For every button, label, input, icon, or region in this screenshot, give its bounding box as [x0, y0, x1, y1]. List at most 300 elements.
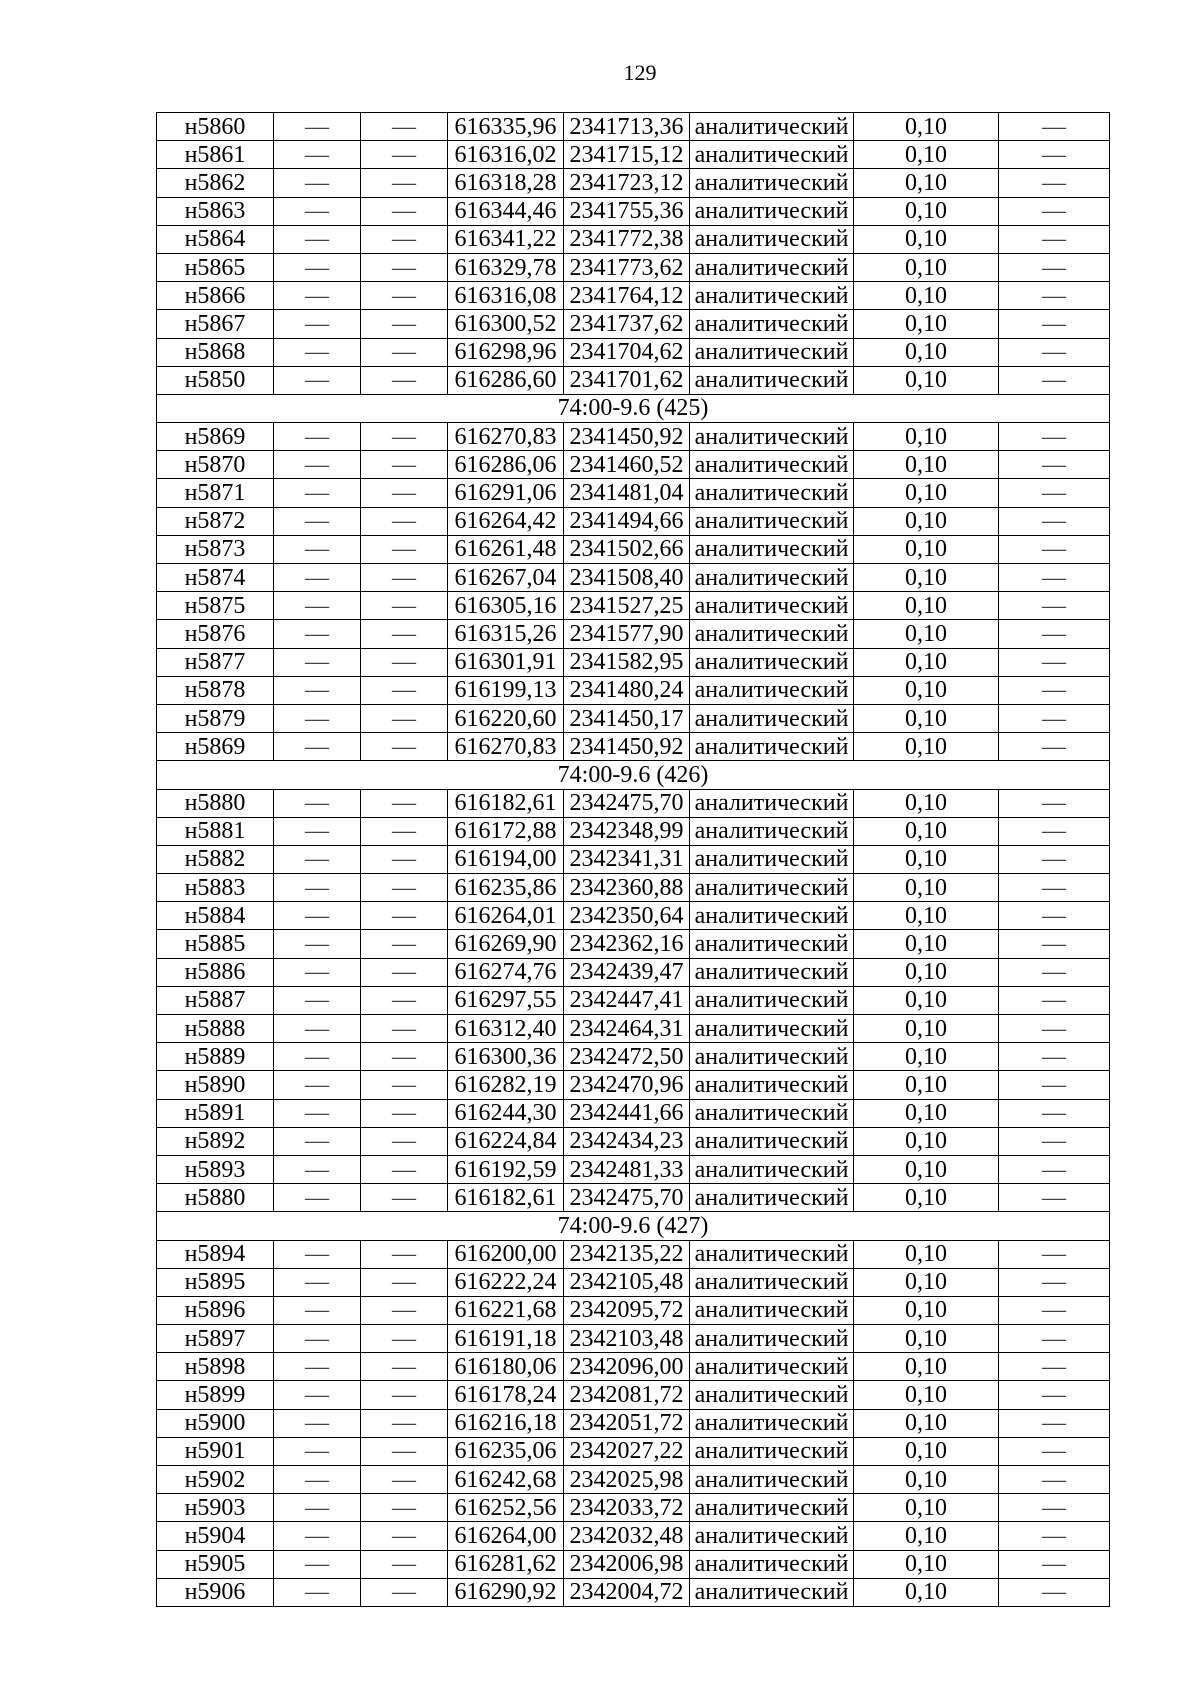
empty-value-cell: — [999, 1437, 1110, 1465]
point-name-cell: н5888 [157, 1015, 274, 1043]
x-coordinate-cell: 616199,13 [448, 676, 564, 704]
empty-value-cell: — [274, 338, 361, 366]
x-coordinate-cell: 616222,24 [448, 1268, 564, 1296]
point-name-cell: н5901 [157, 1437, 274, 1465]
y-coordinate-cell: 2342341,31 [564, 845, 690, 873]
empty-value-cell: — [274, 817, 361, 845]
y-coordinate-cell: 2341723,12 [564, 169, 690, 197]
empty-value-cell: — [361, 1099, 448, 1127]
y-coordinate-cell: 2342105,48 [564, 1268, 690, 1296]
empty-value-cell: — [999, 253, 1110, 281]
point-name-cell: н5879 [157, 704, 274, 732]
empty-value-cell: — [999, 451, 1110, 479]
method-cell: аналитический [690, 1099, 854, 1127]
accuracy-cell: 0,10 [854, 1296, 999, 1324]
empty-value-cell: — [999, 1184, 1110, 1212]
accuracy-cell: 0,10 [854, 1015, 999, 1043]
point-name-cell: н5882 [157, 845, 274, 873]
accuracy-cell: 0,10 [854, 1522, 999, 1550]
empty-value-cell: — [274, 1071, 361, 1099]
method-cell: аналитический [690, 817, 854, 845]
empty-value-cell: — [361, 1550, 448, 1578]
empty-value-cell: — [274, 902, 361, 930]
empty-value-cell: — [361, 1437, 448, 1465]
method-cell: аналитический [690, 113, 854, 141]
section-header-row [157, 761, 1110, 789]
method-cell: аналитический [690, 1466, 854, 1494]
point-name-cell: н5868 [157, 338, 274, 366]
empty-value-cell: — [361, 564, 448, 592]
accuracy-cell: 0,10 [854, 366, 999, 394]
x-coordinate-cell: 616335,96 [448, 113, 564, 141]
empty-value-cell: — [274, 1325, 361, 1353]
empty-value-cell: — [274, 930, 361, 958]
table-row [157, 1353, 1110, 1381]
empty-value-cell: — [361, 592, 448, 620]
x-coordinate-cell: 616200,00 [448, 1240, 564, 1268]
empty-value-cell: — [274, 676, 361, 704]
y-coordinate-cell: 2342027,22 [564, 1437, 690, 1465]
accuracy-cell: 0,10 [854, 1578, 999, 1606]
x-coordinate-cell: 616341,22 [448, 225, 564, 253]
empty-value-cell: — [274, 197, 361, 225]
empty-value-cell: — [999, 733, 1110, 761]
y-coordinate-cell: 2342004,72 [564, 1578, 690, 1606]
x-coordinate-cell: 616315,26 [448, 620, 564, 648]
empty-value-cell: — [999, 789, 1110, 817]
point-name-cell: н5861 [157, 141, 274, 169]
empty-value-cell: — [361, 310, 448, 338]
y-coordinate-cell: 2341508,40 [564, 564, 690, 592]
method-cell: аналитический [690, 1550, 854, 1578]
table-row [157, 451, 1110, 479]
x-coordinate-cell: 616318,28 [448, 169, 564, 197]
x-coordinate-cell: 616344,46 [448, 197, 564, 225]
method-cell: аналитический [690, 874, 854, 902]
y-coordinate-cell: 2342447,41 [564, 986, 690, 1014]
empty-value-cell: — [999, 310, 1110, 338]
x-coordinate-cell: 616216,18 [448, 1409, 564, 1437]
y-coordinate-cell: 2342350,64 [564, 902, 690, 930]
accuracy-cell: 0,10 [854, 113, 999, 141]
empty-value-cell: — [274, 1353, 361, 1381]
accuracy-cell: 0,10 [854, 451, 999, 479]
empty-value-cell: — [999, 1127, 1110, 1155]
y-coordinate-cell: 2342472,50 [564, 1043, 690, 1071]
empty-value-cell: — [274, 1381, 361, 1409]
x-coordinate-cell: 616274,76 [448, 958, 564, 986]
y-coordinate-cell: 2341450,92 [564, 423, 690, 451]
method-cell: аналитический [690, 1353, 854, 1381]
empty-value-cell: — [274, 535, 361, 563]
empty-value-cell: — [999, 1522, 1110, 1550]
section-header-cell: 74:00-9.6 (426) [157, 761, 1110, 789]
x-coordinate-cell: 616182,61 [448, 1184, 564, 1212]
empty-value-cell: — [274, 113, 361, 141]
empty-value-cell: — [999, 1099, 1110, 1127]
accuracy-cell: 0,10 [854, 704, 999, 732]
empty-value-cell: — [361, 282, 448, 310]
empty-value-cell: — [999, 338, 1110, 366]
x-coordinate-cell: 616264,01 [448, 902, 564, 930]
accuracy-cell: 0,10 [854, 479, 999, 507]
empty-value-cell: — [361, 620, 448, 648]
x-coordinate-cell: 616298,96 [448, 338, 564, 366]
point-name-cell: н5876 [157, 620, 274, 648]
y-coordinate-cell: 2341715,12 [564, 141, 690, 169]
accuracy-cell: 0,10 [854, 423, 999, 451]
empty-value-cell: — [274, 1296, 361, 1324]
y-coordinate-cell: 2342025,98 [564, 1466, 690, 1494]
empty-value-cell: — [999, 1409, 1110, 1437]
table-row [157, 817, 1110, 845]
page-number: 129 [623, 60, 657, 85]
empty-value-cell: — [999, 113, 1110, 141]
accuracy-cell: 0,10 [854, 310, 999, 338]
table-row [157, 1578, 1110, 1606]
table-row [157, 1409, 1110, 1437]
accuracy-cell: 0,10 [854, 1184, 999, 1212]
accuracy-cell: 0,10 [854, 253, 999, 281]
empty-value-cell: — [274, 366, 361, 394]
table-row [157, 1015, 1110, 1043]
accuracy-cell: 0,10 [854, 1325, 999, 1353]
method-cell: аналитический [690, 704, 854, 732]
table-row [157, 986, 1110, 1014]
empty-value-cell: — [274, 479, 361, 507]
table-row [157, 1071, 1110, 1099]
point-name-cell: н5867 [157, 310, 274, 338]
x-coordinate-cell: 616220,60 [448, 704, 564, 732]
empty-value-cell: — [274, 1043, 361, 1071]
empty-value-cell: — [361, 479, 448, 507]
table-row [157, 479, 1110, 507]
empty-value-cell: — [274, 282, 361, 310]
table-row [157, 1494, 1110, 1522]
method-cell: аналитический [690, 141, 854, 169]
table-row [157, 1127, 1110, 1155]
point-name-cell: н5863 [157, 197, 274, 225]
method-cell: аналитический [690, 902, 854, 930]
table-row [157, 1437, 1110, 1465]
x-coordinate-cell: 616221,68 [448, 1296, 564, 1324]
y-coordinate-cell: 2341494,66 [564, 507, 690, 535]
empty-value-cell: — [999, 902, 1110, 930]
accuracy-cell: 0,10 [854, 1043, 999, 1071]
empty-value-cell: — [361, 958, 448, 986]
empty-value-cell: — [361, 986, 448, 1014]
empty-value-cell: — [999, 930, 1110, 958]
empty-value-cell: — [999, 1578, 1110, 1606]
x-coordinate-cell: 616178,24 [448, 1381, 564, 1409]
empty-value-cell: — [361, 930, 448, 958]
empty-value-cell: — [361, 704, 448, 732]
y-coordinate-cell: 2341450,17 [564, 704, 690, 732]
y-coordinate-cell: 2341527,25 [564, 592, 690, 620]
empty-value-cell: — [361, 1409, 448, 1437]
y-coordinate-cell: 2342470,96 [564, 1071, 690, 1099]
empty-value-cell: — [361, 1325, 448, 1353]
section-header-row [157, 1212, 1110, 1240]
empty-value-cell: — [274, 1409, 361, 1437]
x-coordinate-cell: 616192,59 [448, 1155, 564, 1183]
method-cell: аналитический [690, 1184, 854, 1212]
y-coordinate-cell: 2342434,23 [564, 1127, 690, 1155]
empty-value-cell: — [999, 1268, 1110, 1296]
point-name-cell: н5905 [157, 1550, 274, 1578]
point-name-cell: н5869 [157, 423, 274, 451]
y-coordinate-cell: 2342006,98 [564, 1550, 690, 1578]
x-coordinate-cell: 616182,61 [448, 789, 564, 817]
x-coordinate-cell: 616172,88 [448, 817, 564, 845]
empty-value-cell: — [274, 1466, 361, 1494]
empty-value-cell: — [274, 1437, 361, 1465]
x-coordinate-cell: 616264,42 [448, 507, 564, 535]
x-coordinate-cell: 616290,92 [448, 1578, 564, 1606]
accuracy-cell: 0,10 [854, 507, 999, 535]
empty-value-cell: — [999, 1015, 1110, 1043]
method-cell: аналитический [690, 169, 854, 197]
method-cell: аналитический [690, 930, 854, 958]
empty-value-cell: — [361, 1578, 448, 1606]
table-row [157, 676, 1110, 704]
accuracy-cell: 0,10 [854, 1437, 999, 1465]
x-coordinate-cell: 616264,00 [448, 1522, 564, 1550]
empty-value-cell: — [999, 1325, 1110, 1353]
empty-value-cell: — [361, 648, 448, 676]
method-cell: аналитический [690, 620, 854, 648]
y-coordinate-cell: 2342481,33 [564, 1155, 690, 1183]
point-name-cell: н5881 [157, 817, 274, 845]
empty-value-cell: — [274, 1155, 361, 1183]
table-row [157, 535, 1110, 563]
point-name-cell: н5874 [157, 564, 274, 592]
accuracy-cell: 0,10 [854, 676, 999, 704]
accuracy-cell: 0,10 [854, 817, 999, 845]
table-row [157, 845, 1110, 873]
y-coordinate-cell: 2342095,72 [564, 1296, 690, 1324]
empty-value-cell: — [361, 141, 448, 169]
empty-value-cell: — [999, 676, 1110, 704]
empty-value-cell: — [999, 1296, 1110, 1324]
table-row [157, 1099, 1110, 1127]
empty-value-cell: — [999, 592, 1110, 620]
empty-value-cell: — [361, 197, 448, 225]
empty-value-cell: — [999, 423, 1110, 451]
x-coordinate-cell: 616282,19 [448, 1071, 564, 1099]
y-coordinate-cell: 2341480,24 [564, 676, 690, 704]
method-cell: аналитический [690, 197, 854, 225]
y-coordinate-cell: 2341704,62 [564, 338, 690, 366]
y-coordinate-cell: 2342475,70 [564, 789, 690, 817]
empty-value-cell: — [361, 423, 448, 451]
empty-value-cell: — [999, 1071, 1110, 1099]
y-coordinate-cell: 2342475,70 [564, 1184, 690, 1212]
method-cell: аналитический [690, 789, 854, 817]
method-cell: аналитический [690, 1268, 854, 1296]
y-coordinate-cell: 2342103,48 [564, 1325, 690, 1353]
empty-value-cell: — [999, 507, 1110, 535]
empty-value-cell: — [361, 338, 448, 366]
method-cell: аналитический [690, 1409, 854, 1437]
accuracy-cell: 0,10 [854, 648, 999, 676]
x-coordinate-cell: 616286,60 [448, 366, 564, 394]
empty-value-cell: — [361, 874, 448, 902]
accuracy-cell: 0,10 [854, 141, 999, 169]
method-cell: аналитический [690, 507, 854, 535]
point-name-cell: н5886 [157, 958, 274, 986]
x-coordinate-cell: 616301,91 [448, 648, 564, 676]
y-coordinate-cell: 2341582,95 [564, 648, 690, 676]
empty-value-cell: — [274, 564, 361, 592]
empty-value-cell: — [361, 169, 448, 197]
point-name-cell: н5880 [157, 789, 274, 817]
method-cell: аналитический [690, 366, 854, 394]
table-row [157, 1381, 1110, 1409]
y-coordinate-cell: 2342135,22 [564, 1240, 690, 1268]
y-coordinate-cell: 2341773,62 [564, 253, 690, 281]
table-row [157, 958, 1110, 986]
method-cell: аналитический [690, 1127, 854, 1155]
empty-value-cell: — [999, 169, 1110, 197]
accuracy-cell: 0,10 [854, 930, 999, 958]
accuracy-cell: 0,10 [854, 1494, 999, 1522]
point-name-cell: н5903 [157, 1494, 274, 1522]
empty-value-cell: — [361, 1127, 448, 1155]
accuracy-cell: 0,10 [854, 789, 999, 817]
empty-value-cell: — [999, 1155, 1110, 1183]
empty-value-cell: — [274, 733, 361, 761]
method-cell: аналитический [690, 479, 854, 507]
point-name-cell: н5898 [157, 1353, 274, 1381]
point-name-cell: н5860 [157, 113, 274, 141]
empty-value-cell: — [999, 1353, 1110, 1381]
x-coordinate-cell: 616252,56 [448, 1494, 564, 1522]
point-name-cell: н5895 [157, 1268, 274, 1296]
table-row [157, 1550, 1110, 1578]
empty-value-cell: — [999, 479, 1110, 507]
table-row [157, 1296, 1110, 1324]
empty-value-cell: — [361, 845, 448, 873]
x-coordinate-cell: 616242,68 [448, 1466, 564, 1494]
empty-value-cell: — [274, 704, 361, 732]
point-name-cell: н5871 [157, 479, 274, 507]
method-cell: аналитический [690, 1155, 854, 1183]
x-coordinate-cell: 616191,18 [448, 1325, 564, 1353]
empty-value-cell: — [361, 1522, 448, 1550]
empty-value-cell: — [274, 225, 361, 253]
table-row [157, 113, 1110, 141]
method-cell: аналитический [690, 958, 854, 986]
empty-value-cell: — [361, 1466, 448, 1494]
empty-value-cell: — [999, 648, 1110, 676]
empty-value-cell: — [361, 535, 448, 563]
accuracy-cell: 0,10 [854, 1381, 999, 1409]
coordinates-table-body [157, 113, 1110, 1607]
x-coordinate-cell: 616316,08 [448, 282, 564, 310]
empty-value-cell: — [361, 113, 448, 141]
accuracy-cell: 0,10 [854, 1071, 999, 1099]
point-name-cell: н5904 [157, 1522, 274, 1550]
method-cell: аналитический [690, 1494, 854, 1522]
empty-value-cell: — [274, 874, 361, 902]
x-coordinate-cell: 616329,78 [448, 253, 564, 281]
point-name-cell: н5850 [157, 366, 274, 394]
empty-value-cell: — [274, 592, 361, 620]
empty-value-cell: — [999, 1043, 1110, 1071]
method-cell: аналитический [690, 1240, 854, 1268]
table-row [157, 1522, 1110, 1550]
x-coordinate-cell: 616270,83 [448, 423, 564, 451]
x-coordinate-cell: 616300,36 [448, 1043, 564, 1071]
y-coordinate-cell: 2342439,47 [564, 958, 690, 986]
table-row [157, 592, 1110, 620]
x-coordinate-cell: 616297,55 [448, 986, 564, 1014]
y-coordinate-cell: 2342441,66 [564, 1099, 690, 1127]
accuracy-cell: 0,10 [854, 225, 999, 253]
empty-value-cell: — [361, 1494, 448, 1522]
point-name-cell: н5892 [157, 1127, 274, 1155]
table-row [157, 789, 1110, 817]
method-cell: аналитический [690, 676, 854, 704]
y-coordinate-cell: 2341502,66 [564, 535, 690, 563]
empty-value-cell: — [361, 789, 448, 817]
table-row [157, 648, 1110, 676]
point-name-cell: н5866 [157, 282, 274, 310]
empty-value-cell: — [999, 874, 1110, 902]
empty-value-cell: — [361, 253, 448, 281]
method-cell: аналитический [690, 451, 854, 479]
point-name-cell: н5870 [157, 451, 274, 479]
accuracy-cell: 0,10 [854, 1155, 999, 1183]
y-coordinate-cell: 2341772,38 [564, 225, 690, 253]
empty-value-cell: — [274, 845, 361, 873]
accuracy-cell: 0,10 [854, 535, 999, 563]
empty-value-cell: — [999, 564, 1110, 592]
point-name-cell: н5889 [157, 1043, 274, 1071]
x-coordinate-cell: 616316,02 [448, 141, 564, 169]
method-cell: аналитический [690, 253, 854, 281]
y-coordinate-cell: 2342081,72 [564, 1381, 690, 1409]
y-coordinate-cell: 2341450,92 [564, 733, 690, 761]
empty-value-cell: — [274, 507, 361, 535]
table-row [157, 338, 1110, 366]
x-coordinate-cell: 616270,83 [448, 733, 564, 761]
table-row [157, 197, 1110, 225]
method-cell: аналитический [690, 535, 854, 563]
point-name-cell: н5875 [157, 592, 274, 620]
method-cell: аналитический [690, 733, 854, 761]
empty-value-cell: — [274, 141, 361, 169]
accuracy-cell: 0,10 [854, 1550, 999, 1578]
section-header-cell: 74:00-9.6 (425) [157, 394, 1110, 422]
empty-value-cell: — [274, 1494, 361, 1522]
y-coordinate-cell: 2342033,72 [564, 1494, 690, 1522]
y-coordinate-cell: 2341577,90 [564, 620, 690, 648]
empty-value-cell: — [274, 169, 361, 197]
y-coordinate-cell: 2341764,12 [564, 282, 690, 310]
y-coordinate-cell: 2341737,62 [564, 310, 690, 338]
table-row [157, 1466, 1110, 1494]
coordinates-table [156, 112, 1110, 1607]
method-cell: аналитический [690, 1437, 854, 1465]
accuracy-cell: 0,10 [854, 902, 999, 930]
empty-value-cell: — [361, 366, 448, 394]
empty-value-cell: — [361, 225, 448, 253]
accuracy-cell: 0,10 [854, 338, 999, 366]
table-row [157, 423, 1110, 451]
method-cell: аналитический [690, 1015, 854, 1043]
